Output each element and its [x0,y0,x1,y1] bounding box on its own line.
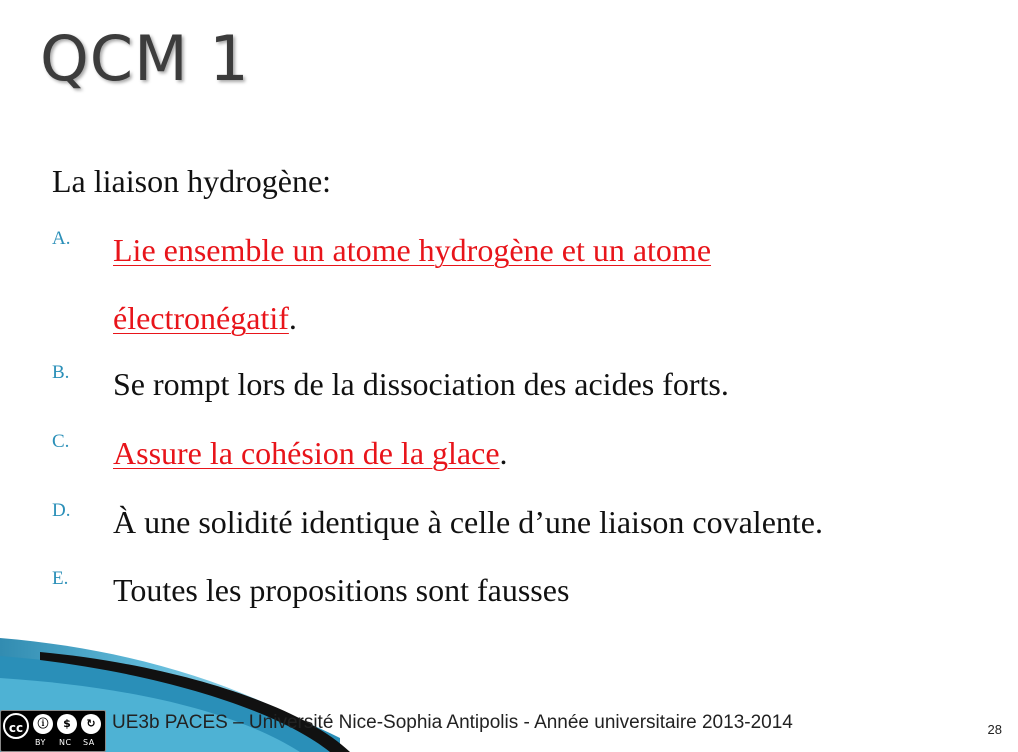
option-text: Se rompt lors de la dissociation des acides forts. [113,366,729,402]
option-letter: D. [52,500,71,521]
sharealike-icon: ↻ [81,714,101,734]
correct-answer-text: Assure la cohésion de la glace [113,435,500,471]
slide-title: QCM 1 [40,22,250,95]
punctuation: . [288,300,297,336]
option-text: À une solidité identique à celle d’une liaison covalente. [113,504,823,540]
noncommercial-icon: $ [57,714,77,734]
correct-answer-text: électronégatif [113,300,289,336]
option-letter: C. [52,431,70,452]
page-number: 28 [987,722,1002,737]
creative-commons-license-badge [0,710,106,752]
license-label-nc: NC [59,738,72,747]
license-label-sa: SA [83,738,95,747]
option-letter: B. [52,362,70,383]
footer-text: UE3b PACES – Université Nice-Sophia Antipolis - Année universitaire 2013-2014 [112,712,793,733]
license-label-by: BY [35,738,46,747]
option-text: Toutes les propositions sont fausses [113,572,570,608]
punctuation: . [499,435,508,471]
option-text [113,216,711,352]
option-letter: E. [52,568,69,589]
cc-icon: cc [3,713,29,739]
option-letter: A. [52,228,71,249]
question-text: La liaison hydrogène: [52,163,332,199]
attribution-icon: ⓘ [33,714,53,734]
correct-answer-text: Lie ensemble un atome hydrogène et un atome [113,232,712,268]
option-text [113,419,508,487]
